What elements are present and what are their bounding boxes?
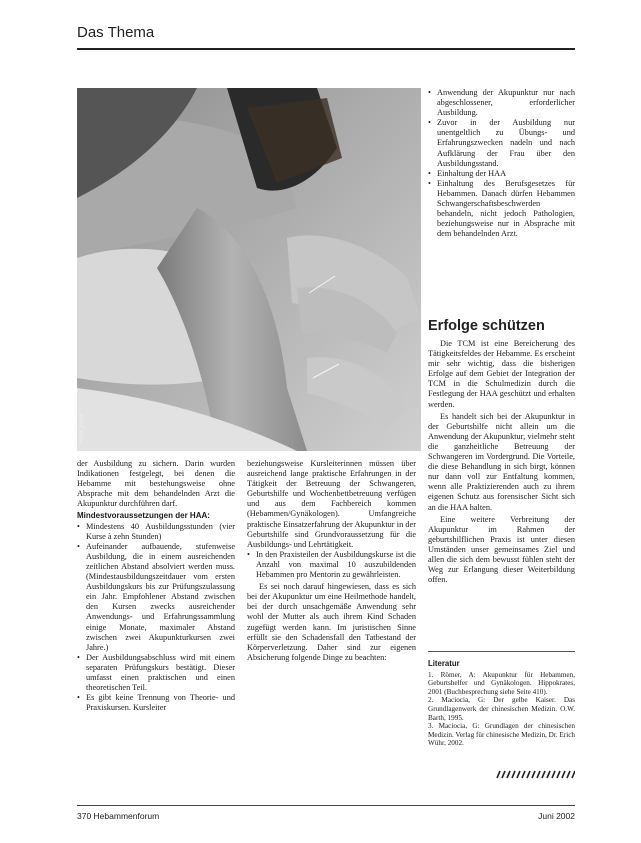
column-2-paragraph: Es sei noch darauf hingewiesen, dass es sich bei der Akupunktur um eine Heilmethode handelt, bei der durch unsachgemäße Anwendung sehr wohl der Mutter als auch ihrem Kind Schaden zugefügt werden kann. Im juristischen Sinne erfüllt sie den Schadensfall den Tatbestand der Körperverletzung. Daher sind zur eigenen Absicherung folgende Dinge zu beachten: (247, 582, 416, 662)
section-title: Das Thema (77, 24, 155, 41)
list-item: • Aufeinander aufbauende, stufenweise Ausbildung, die in einem ausreichenden zeitlichen Abstand absolviert werden muss. (Mindestausbildungszeitdauer vom ersten Ausbildungskurs bis zur Prüfungszulassung ein Jahr. Empfohlener Abstand zwischen den Kursen zwecks ausreichender Anwendungs- und Erfahrungssammlung einige Monate, maximaler Abstand zwischen zwei Akupunkturkursen zwei Jahre.) (77, 542, 235, 653)
column-2 (247, 459, 416, 663)
column-3-list-block (428, 88, 575, 239)
literature-block (428, 660, 575, 748)
list-item: • Zuvor in der Ausbildung nur unentgeltlich zu Übungs- und Erfahrungszwecken nadeln und nach Aufklärung der Frau über den Ausbildungsstand. (428, 118, 575, 168)
literature-heading: Literatur (428, 659, 460, 668)
literature-divider (428, 651, 575, 652)
end-of-article-marker (495, 770, 575, 779)
literature-entry: 1. Römer, A: Akupunktur für Hebammen, Geburtshelfer und Gynäkologen. Hippokrates, 2001 (Buchbesprechung siehe Seite 410). (428, 670, 575, 696)
list-item: • Mindestens 40 Ausbildungsstunden (vier Kurse à zehn Stunden) (77, 522, 235, 542)
column-3 (428, 318, 575, 585)
article-photo (77, 88, 421, 451)
column-1 (77, 459, 235, 713)
header-divider (77, 48, 575, 50)
list-item: • Einhaltung der HAA (428, 169, 575, 179)
section-heading: Erfolge schützen (428, 318, 545, 334)
literature-entry: 3. Maciocia, G: Grundlagen der chinesischen Medizin. Verlag für chinesische Medizin, Dr. Erich Wühr, 2002. (428, 722, 575, 748)
list-item: • Es gibt keine Trennung von Theorie- und Praxiskursen. Kursleiter (77, 693, 235, 713)
page-header (77, 24, 567, 42)
acupuncture-photo-illustration (77, 88, 421, 451)
column-2-intro: beziehungsweise Kursleiterinnen müssen über ausreichend lange praktische Erfahrungen in der Tätigkeit der Betreuung der Schwangeren, Geburtshilfe und Wochenbettbetreuung verfügen und aus dem Fachbereich kommen (Hebammen/Gynäkologen). Umfangreiche praktische Einsatzerfahrung der Akupunktur in der Geburtshilfe sind Grundvoraussetzung für die Ausbildungs- und Lehrtätigkeit. (247, 459, 416, 549)
footer-divider (77, 805, 575, 806)
footer-issue-date: Juni 2002 (538, 811, 575, 821)
paragraph: Die TCM ist eine Bereicherung des Tätigkeitsfeldes der Hebamme. Es erscheint mir sehr wichtig, dass die bisherigen Erfolge auf dem Gebiet der Integration der TCM in die Schulmedizin durch die Festlegung der HAA geschützt und erhalten werden. (428, 339, 575, 409)
photo-credit: Foto: privat (79, 412, 85, 443)
requirements-list (77, 522, 235, 714)
column-2-list (247, 550, 416, 580)
list-item: • Anwendung der Akupunktur nur nach abgeschlossener, erforderlicher Ausbildung. (428, 88, 575, 118)
list-item: • Der Ausbildungsabschluss wird mit einem separaten Prüfungskurs bestätigt. Dieser umfasst einen praktischen und einen theoretischen Teil. (77, 653, 235, 693)
footer-page-info: 370 Hebammenforum (77, 811, 160, 821)
literature-entry: 2. Maciocia, G: Der gelbe Kaiser. Das Grundlagenwerk der chinesischen Medizin. O.W. Barth, 1995. (428, 696, 575, 722)
requirements-subheading: Mindestvoraussetzungen der HAA: (77, 511, 210, 521)
paragraph: Es handelt sich bei der Akupunktur in der Geburtshilfe nicht allein um die Anwendung der Akupunktur, vielmehr steht die ganzheitliche Betreuung der Schwangeren im Vordergrund. Die Vorteile, die diese Behandlung in sich birgt, können nur dann voll zur Entfaltung kommen, wenn alle Praktizierenden auch zu ihrem eigenen Schutz aus forensischer Sicht sich an die HAA halten. (428, 411, 575, 512)
list-item: • Einhaltung des Berufsgesetzes für Hebammen. Danach dürfen Hebammen Schwangerschaftsbeschwerden behandeln, nicht jedoch Pathologien, beziehungsweise nur in Absprache mit dem behandelnden Arzt. (428, 179, 575, 240)
paragraph: Eine weitere Verbreitung der Akupunktur im Rahmen der geburtshilflichen Praxis ist unter diesen Umständen unser gemeinsames Ziel und allen die sich dem bewusst fühlen steht der Weg zur Erlangung dieser Weiterbildung offen. (428, 514, 575, 585)
list-item: • In den Praxisteilen der Ausbildungskurse ist die Anzahl von maximal 10 auszubildenden Hebammen pro Mentorin zu gewährleisten. (247, 550, 416, 580)
precautions-list (428, 88, 575, 239)
column-1-intro: der Ausbildung zu sichern. Darin wurden Indikationen festgelegt, bei denen die Hebamme mit bestehungsweise ohne Absprache mit dem behandelnden Arzt die Akupunktur durchführen darf. (77, 459, 235, 509)
